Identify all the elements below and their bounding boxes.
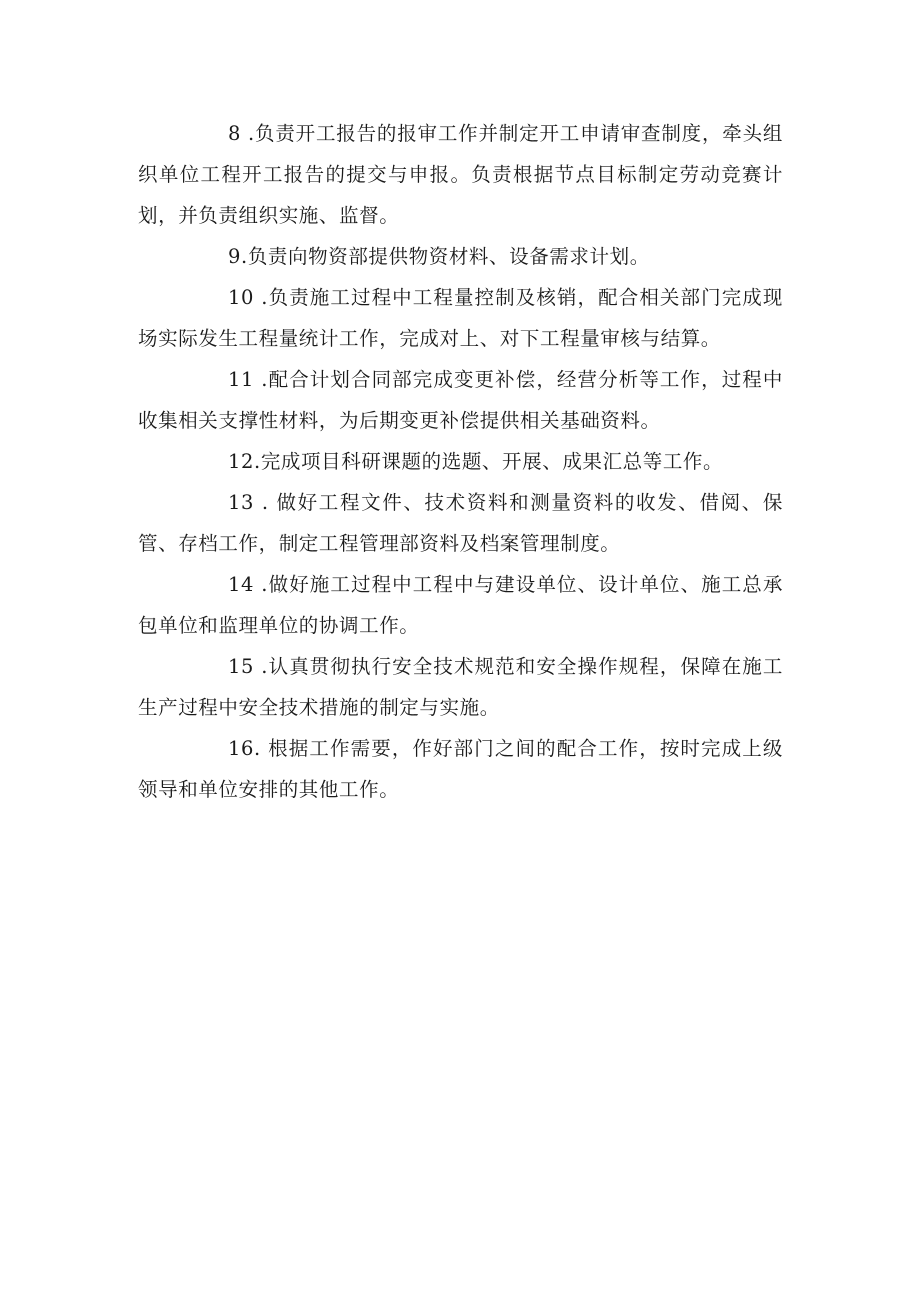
- list-item: [138, 236, 783, 277]
- list-item: [138, 646, 783, 728]
- item-text: .做好施工过程中工程中与建设单位、设计单位、施工总承包单位和监理单位的协调工作。: [138, 573, 783, 637]
- item-number: 13: [228, 491, 255, 514]
- list-item: [138, 359, 783, 441]
- item-text: . 做好工程文件、技术资料和测量资料的收发、借阅、保管、存档工作，制定工程管理部资料及档案管理制度。: [138, 491, 783, 555]
- list-item: [138, 277, 783, 359]
- item-number: 9: [228, 245, 242, 268]
- item-text: .认真贯彻执行安全技术规范和安全操作规程，保障在施工生产过程中安全技术措施的制定与实施。: [138, 655, 783, 719]
- item-number: 12: [228, 450, 255, 473]
- list-item: [138, 113, 783, 236]
- item-number: 14: [228, 573, 255, 596]
- item-text: .负责施工过程中工程量控制及核销，配合相关部门完成现场实际发生工程量统计工作，完成对上、对下工程量审核与结算。: [138, 286, 783, 350]
- list-item: [138, 564, 783, 646]
- list-item: [138, 441, 783, 482]
- item-number: 10: [228, 286, 255, 309]
- list-item: [138, 728, 783, 810]
- item-text: .负责向物资部提供物资材料、设备需求计划。: [241, 245, 650, 268]
- item-text: .完成项目科研课题的选题、开展、成果汇总等工作。: [254, 450, 724, 473]
- item-text: . 根据工作需要，作好部门之间的配合工作，按时完成上级领导和单位安排的其他工作。: [138, 737, 783, 801]
- duty-list: [138, 113, 783, 810]
- list-item: [138, 482, 783, 564]
- item-number: 11: [228, 368, 255, 391]
- item-text: .负责开工报告的报审工作并制定开工申请审查制度，牵头组织单位工程开工报告的提交与申报。负责根据节点目标制定劳动竞赛计划，并负责组织实施、监督。: [138, 122, 783, 227]
- item-text: .配合计划合同部完成变更补偿，经营分析等工作，过程中收集相关支撑性材料，为后期变更补偿提供相关基础资料。: [138, 368, 783, 432]
- item-number: 8: [228, 122, 242, 145]
- item-number: 15: [228, 655, 255, 678]
- item-number: 16: [228, 737, 255, 760]
